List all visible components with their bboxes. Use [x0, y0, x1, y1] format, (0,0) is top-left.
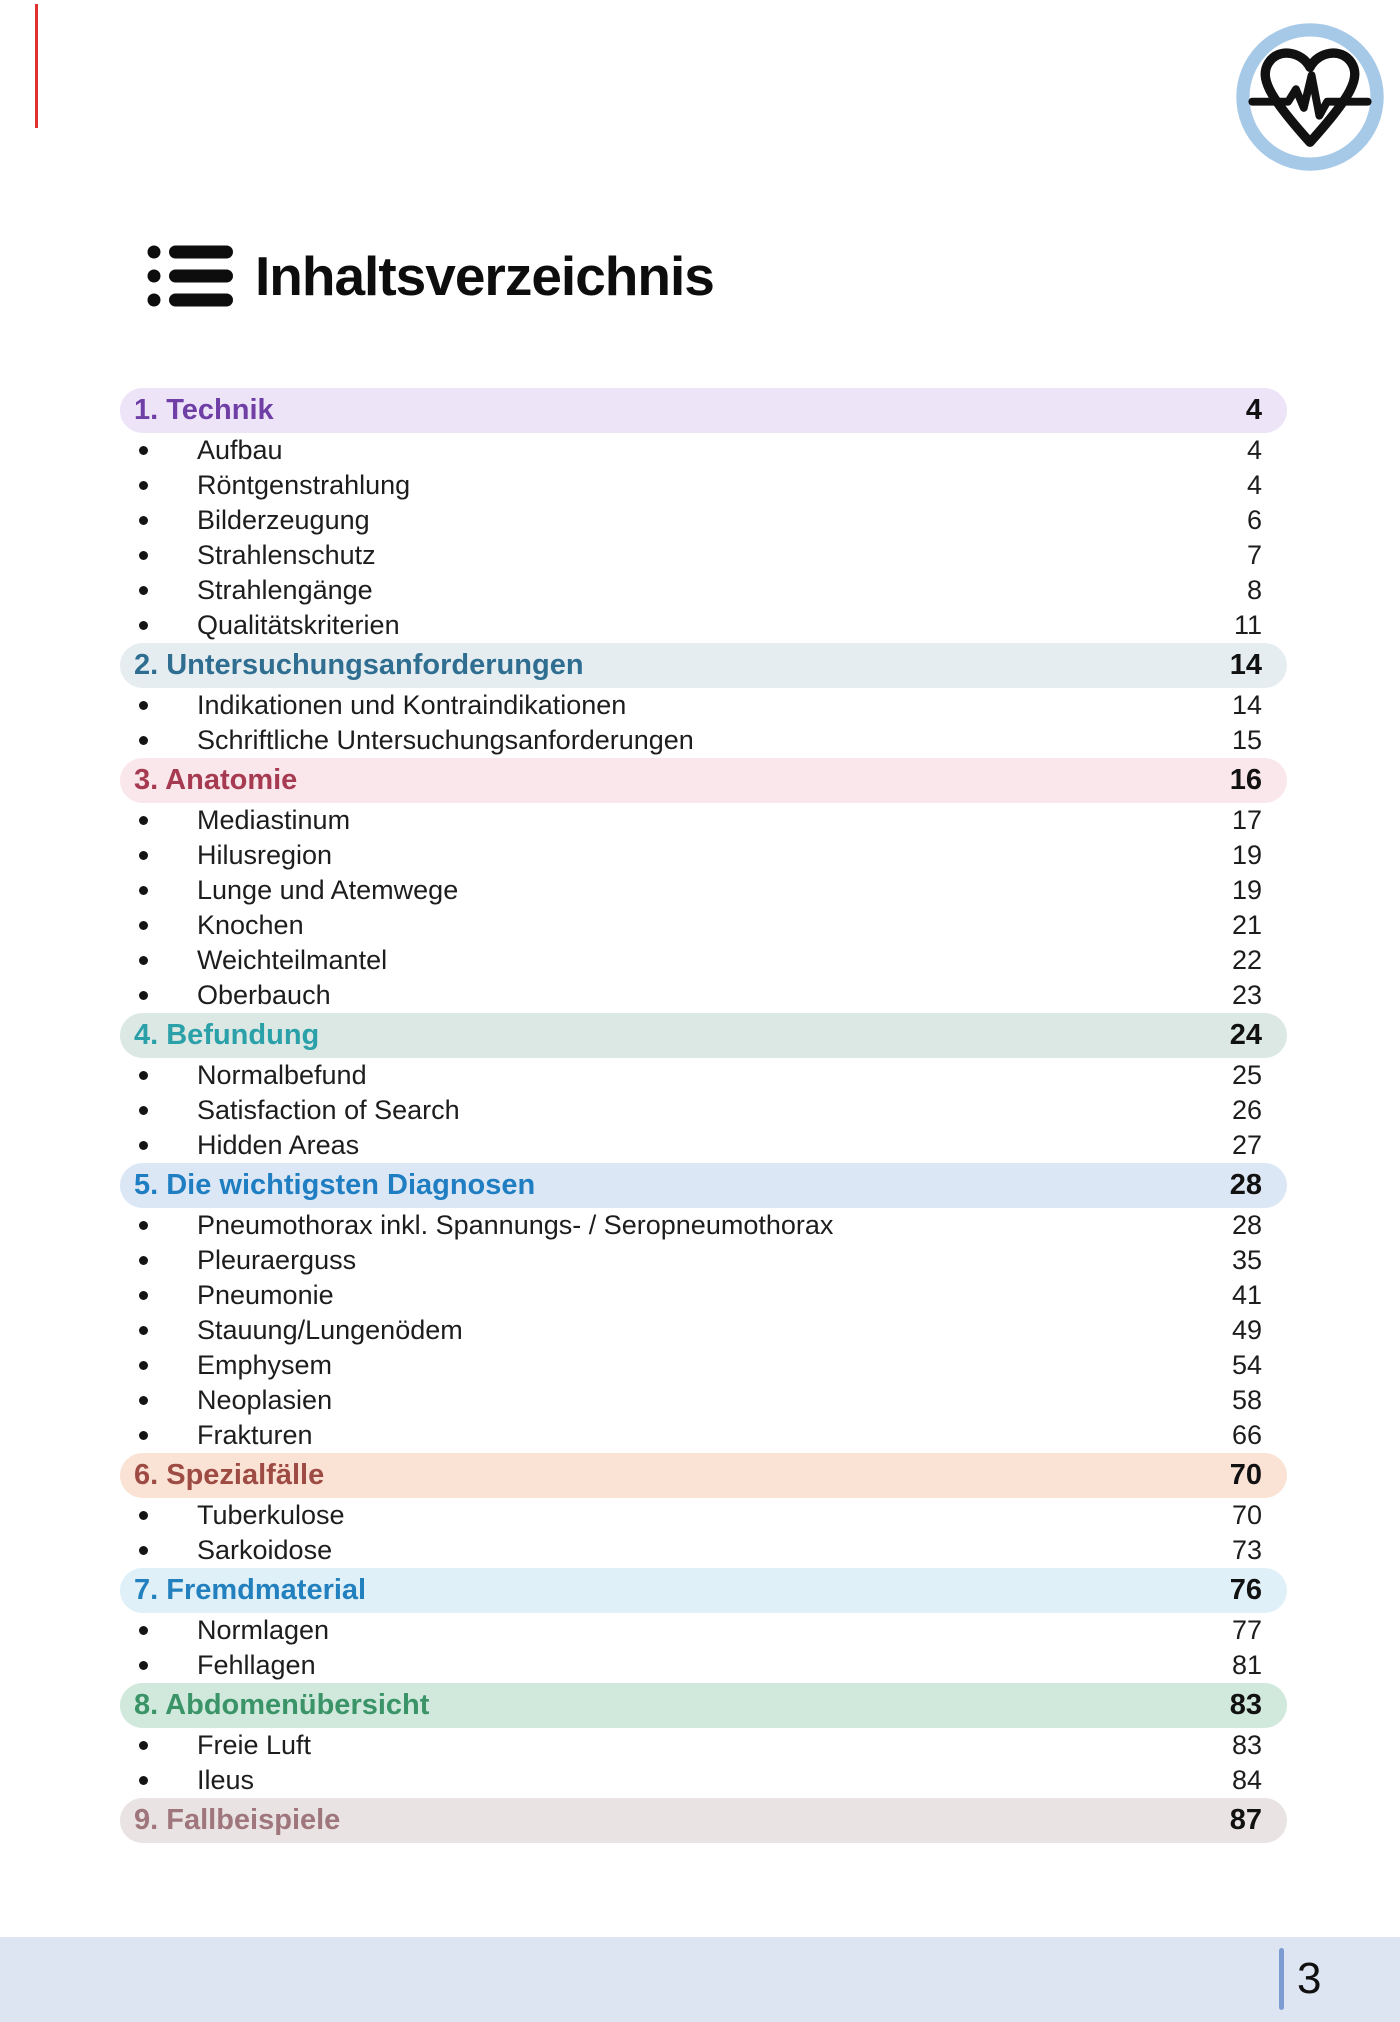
bullet-icon	[139, 1546, 148, 1555]
toc-item-row[interactable]	[120, 873, 1287, 908]
toc-item-page-number: 49	[1231, 1315, 1262, 1345]
toc-item-label: Satisfaction of Search	[197, 1095, 460, 1125]
toc-section-row[interactable]	[120, 1163, 1287, 1208]
toc-item-page-number: 35	[1231, 1245, 1262, 1275]
toc-item-row[interactable]	[120, 1763, 1287, 1798]
bullet-icon	[139, 886, 148, 895]
toc-item-row[interactable]	[120, 1058, 1287, 1093]
toc-item-page-number: 19	[1231, 840, 1262, 870]
toc-section-label: 5. Die wichtigsten Diagnosen	[134, 1169, 536, 1201]
bullet-icon	[139, 1396, 148, 1405]
toc-item-page-number: 23	[1231, 980, 1262, 1010]
toc-item-label: Oberbauch	[197, 980, 331, 1010]
toc-item-page-number: 83	[1231, 1730, 1262, 1760]
toc-item-page-number: 17	[1231, 805, 1262, 835]
toc-item-label: Pleuraerguss	[197, 1245, 357, 1275]
toc-item-label: Tuberkulose	[197, 1500, 345, 1530]
toc-item-label: Ileus	[197, 1765, 255, 1795]
footer-page-number: 3	[1297, 1953, 1322, 2003]
toc-item-row[interactable]	[120, 1243, 1287, 1278]
toc-item-label: Frakturen	[197, 1420, 313, 1450]
toc-item-page-number: 25	[1231, 1060, 1262, 1090]
toc-item-label: Normlagen	[197, 1615, 330, 1645]
toc-section-row[interactable]	[120, 1013, 1287, 1058]
toc-item-row[interactable]	[120, 723, 1287, 758]
toc-section-page-number: 14	[1229, 649, 1262, 681]
toc-section-label: 2. Untersuchungsanforderungen	[134, 649, 584, 681]
toc-item-label: Strahlenschutz	[197, 540, 376, 570]
bullet-icon	[139, 1661, 148, 1670]
toc-item-row[interactable]	[120, 1348, 1287, 1383]
toc-item-label: Freie Luft	[197, 1730, 312, 1760]
toc-item-page-number: 26	[1231, 1095, 1262, 1125]
toc-section-page-number: 70	[1229, 1459, 1262, 1491]
list-icon	[147, 243, 235, 309]
toc-item-page-number: 6	[1246, 505, 1262, 535]
toc-item-row[interactable]	[120, 1128, 1287, 1163]
toc-item-page-number: 14	[1231, 690, 1262, 720]
toc-item-page-number: 21	[1231, 910, 1262, 940]
toc-item-page-number: 41	[1231, 1280, 1262, 1310]
heart-ekg-icon	[1232, 16, 1388, 178]
toc-item-label: Röntgenstrahlung	[197, 470, 411, 500]
toc-section-row[interactable]	[120, 1453, 1287, 1498]
toc-section-page-number: 83	[1229, 1689, 1262, 1721]
toc-section-label: 3. Anatomie	[134, 764, 298, 796]
toc-item-page-number: 15	[1231, 725, 1262, 755]
bullet-icon	[139, 621, 148, 630]
toc-section-label: 7. Fremdmaterial	[134, 1574, 367, 1606]
toc-item-label: Emphysem	[197, 1350, 333, 1380]
toc-item-row[interactable]	[120, 538, 1287, 573]
toc-section-row[interactable]	[120, 758, 1287, 803]
toc-item-row[interactable]	[120, 978, 1287, 1013]
toc-item-row[interactable]	[120, 1418, 1287, 1453]
toc-section-label: 4. Befundung	[134, 1019, 320, 1051]
toc-item-row[interactable]	[120, 1648, 1287, 1683]
toc-item-row[interactable]	[120, 433, 1287, 468]
toc-item-row[interactable]	[120, 1498, 1287, 1533]
toc-item-row[interactable]	[120, 1093, 1287, 1128]
toc-item-label: Pneumonie	[197, 1280, 334, 1310]
toc-item-page-number: 84	[1231, 1765, 1262, 1795]
toc-item-page-number: 54	[1231, 1350, 1262, 1380]
footer-divider	[1279, 1948, 1284, 2010]
footer-bar	[0, 1937, 1400, 2022]
toc-item-label: Pneumothorax inkl. Spannungs- / Seropneumothorax	[197, 1210, 834, 1240]
toc-item-label: Mediastinum	[197, 805, 351, 835]
toc-item-page-number: 11	[1233, 610, 1262, 640]
toc-item-row[interactable]	[120, 1613, 1287, 1648]
bullet-icon	[139, 816, 148, 825]
toc-item-page-number: 73	[1231, 1535, 1262, 1565]
toc-section-label: 1. Technik	[134, 394, 274, 426]
toc	[120, 388, 1287, 1843]
toc-item-label: Weichteilmantel	[197, 945, 388, 975]
toc-section-label: 8. Abdomenübersicht	[134, 1689, 430, 1721]
toc-item-label: Neoplasien	[197, 1385, 333, 1415]
bullet-icon	[139, 1221, 148, 1230]
bullet-icon	[139, 1431, 148, 1440]
bullet-icon	[139, 956, 148, 965]
toc-item-row[interactable]	[120, 573, 1287, 608]
toc-item-label: Qualitätskriterien	[197, 610, 400, 640]
toc-section-page-number: 28	[1229, 1169, 1262, 1201]
bullet-icon	[139, 1776, 148, 1785]
toc-item-row[interactable]	[120, 608, 1287, 643]
toc-item-page-number: 28	[1231, 1210, 1262, 1240]
toc-section-page-number: 76	[1229, 1574, 1262, 1606]
bullet-icon	[139, 446, 148, 455]
bullet-icon	[139, 1326, 148, 1335]
toc-item-row[interactable]	[120, 1383, 1287, 1418]
toc-item-row[interactable]	[120, 1728, 1287, 1763]
toc-item-page-number: 8	[1246, 575, 1262, 605]
toc-item-label: Schriftliche Untersuchungsanforderungen	[197, 725, 694, 755]
toc-item-label: Hidden Areas	[197, 1130, 360, 1160]
heart-ekg-logo	[1232, 16, 1388, 178]
toc-item-row[interactable]	[120, 1313, 1287, 1348]
toc-item-row[interactable]	[120, 503, 1287, 538]
bullet-icon	[139, 1626, 148, 1635]
bullet-icon	[139, 516, 148, 525]
toc-section-row[interactable]	[120, 388, 1287, 433]
bullet-icon	[139, 851, 148, 860]
bullet-icon	[139, 586, 148, 595]
toc-item-page-number: 7	[1246, 540, 1262, 570]
bullet-icon	[139, 551, 148, 560]
toc-item-page-number: 4	[1246, 435, 1262, 465]
bullet-icon	[139, 1741, 148, 1750]
toc-item-page-number: 22	[1231, 945, 1262, 975]
toc-item-row[interactable]	[120, 1208, 1287, 1243]
toc-section-page-number: 87	[1229, 1804, 1262, 1836]
toc-item-row[interactable]	[120, 838, 1287, 873]
bullet-icon	[139, 1361, 148, 1370]
bullet-icon	[139, 921, 148, 930]
toc-item-page-number: 58	[1231, 1385, 1262, 1415]
toc-item-row[interactable]	[120, 908, 1287, 943]
toc-item-label: Indikationen und Kontraindikationen	[197, 690, 627, 720]
toc-item-page-number: 66	[1231, 1420, 1262, 1450]
toc-item-label: Aufbau	[197, 435, 283, 465]
toc-item-row[interactable]	[120, 1533, 1287, 1568]
bullet-icon	[139, 1141, 148, 1150]
toc-item-label: Hilusregion	[197, 840, 333, 870]
toc-item-page-number: 70	[1231, 1500, 1262, 1530]
toc-item-label: Normalbefund	[197, 1060, 367, 1090]
toc-item-row[interactable]	[120, 468, 1287, 503]
toc-item-page-number: 81	[1231, 1650, 1262, 1680]
bullet-icon	[139, 1511, 148, 1520]
toc-section-page-number: 4	[1245, 394, 1262, 426]
toc-item-row[interactable]	[120, 1278, 1287, 1313]
bullet-icon	[139, 701, 148, 710]
toc-item-label: Sarkoidose	[197, 1535, 333, 1565]
toc-item-label: Fehllagen	[197, 1650, 316, 1680]
bullet-icon	[139, 481, 148, 490]
toc-item-label: Bilderzeugung	[197, 505, 370, 535]
toc-section-label: 6. Spezialfälle	[134, 1459, 325, 1491]
toc-section-page-number: 24	[1229, 1019, 1262, 1051]
toc-item-label: Knochen	[197, 910, 304, 940]
bullet-icon	[139, 736, 148, 745]
page-title: Inhaltsverzeichnis	[255, 244, 714, 307]
toc-item-row[interactable]	[120, 803, 1287, 838]
bullet-icon	[139, 1106, 148, 1115]
toc-item-label: Strahlengänge	[197, 575, 373, 605]
toc-item-page-number: 77	[1231, 1615, 1262, 1645]
toc-section-row[interactable]	[120, 643, 1287, 688]
page-title-row	[147, 243, 714, 309]
toc-section-row[interactable]	[120, 1798, 1287, 1843]
bullet-icon	[139, 991, 148, 1000]
toc-item-row[interactable]	[120, 943, 1287, 978]
toc-section-page-number: 16	[1229, 764, 1262, 796]
toc-item-label: Stauung/Lungenödem	[197, 1315, 463, 1345]
toc-item-page-number: 19	[1231, 875, 1262, 905]
bullet-icon	[139, 1256, 148, 1265]
bullet-icon	[139, 1291, 148, 1300]
toc-item-page-number: 4	[1246, 470, 1262, 500]
toc-item-page-number: 27	[1231, 1130, 1262, 1160]
bullet-icon	[139, 1071, 148, 1080]
red-accent-mark	[35, 4, 38, 128]
toc-item-row[interactable]	[120, 688, 1287, 723]
toc-item-label: Lunge und Atemwege	[197, 875, 459, 905]
toc-section-label: 9. Fallbeispiele	[134, 1804, 341, 1836]
toc-section-row[interactable]	[120, 1683, 1287, 1728]
toc-section-row[interactable]	[120, 1568, 1287, 1613]
